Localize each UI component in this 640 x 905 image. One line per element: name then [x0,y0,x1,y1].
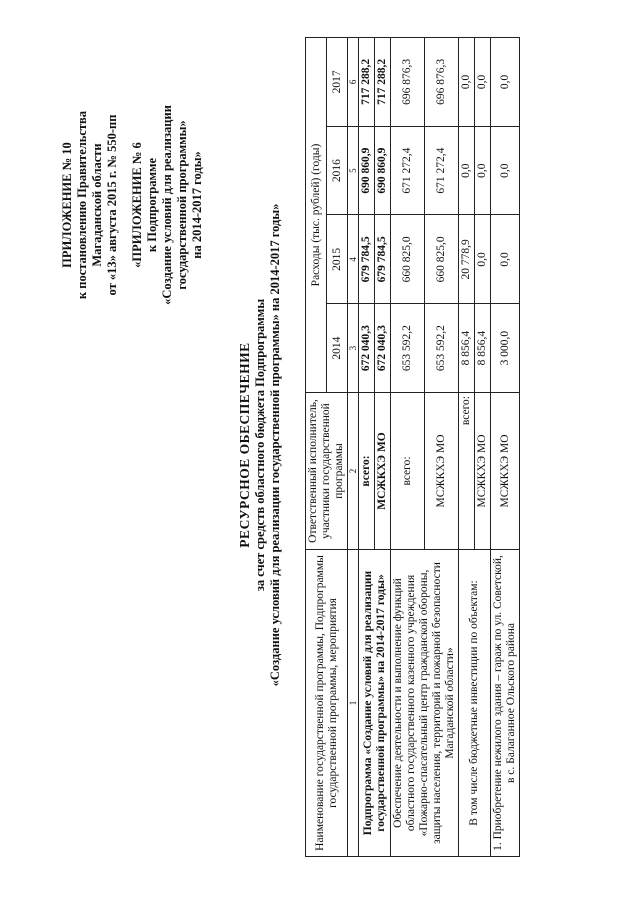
cell-2014: 672 040,3 [375,304,391,393]
header-year-2015: 2015 [327,215,348,304]
column-index: 5 [348,126,359,215]
cell-2016: 690 860,9 [375,126,391,215]
title-sub-2: «Создание условий для реализации государственной программы» на 2014-2017 годы» [268,203,282,687]
appendix6-years: на 2014-2017 годы» [190,151,204,259]
cell-2016: 690 860,9 [359,126,375,215]
cell-2015: 679 784,5 [375,215,391,304]
row-executor: МСЖКХЭ МО [491,393,520,550]
cell-2017: 696 876,3 [425,38,459,127]
table-row [391,38,425,857]
cell-2016: 671 272,4 [391,126,425,215]
row-executor: всего: [359,393,375,550]
row-name: Обеспечение деятельности и выполнение функций областного государственного казенного учреждения «Пожарно-спасательный центр гражданской обороны, защиты населения, территорий и пожарной безопасности Магаданской области» [391,550,459,857]
title-main: РЕСУРСНОЕ ОБЕСПЕЧЕНИЕ [237,342,252,548]
cell-2015: 660 825,0 [425,215,459,304]
appendix-date-line: от «13» августа 2015 г. № 550-пп [105,114,119,296]
cell-2014: 3 000,0 [491,304,520,393]
header-row-1 [306,38,327,857]
cell-2017: 0,0 [475,38,491,127]
cell-2017: 717 288,2 [375,38,391,127]
cell-2014: 653 592,2 [391,304,425,393]
appendix6-to-subprogram: к Подпрограмме [145,157,159,253]
appendix6-subprogram-name-2: государственной программы» [175,120,189,290]
cell-2016: 671 272,4 [425,126,459,215]
table-row [491,38,520,857]
header-year-2014: 2014 [327,304,348,393]
column-index: 6 [348,38,359,127]
title-sub-1: за счет средств областного бюджета Подпрограммы [253,298,267,592]
cell-2015: 0,0 [475,215,491,304]
row-executor: МСЖКХЭ МО [425,393,459,550]
cell-2015: 0,0 [491,215,520,304]
appendix-decree-line: к постановлению Правительства [75,110,89,300]
cell-2017: 0,0 [459,38,475,127]
cell-2014: 8 856,4 [475,304,491,393]
header-year-2017: 2017 [327,38,348,127]
cell-2016: 0,0 [491,126,520,215]
row-executor: всего: [459,393,475,550]
cell-2016: 0,0 [475,126,491,215]
cell-2017: 0,0 [491,38,520,127]
cell-2014: 672 040,3 [359,304,375,393]
row-executor: МСЖКХЭ МО [475,393,491,550]
cell-2017: 717 288,2 [359,38,375,127]
header-name: Наименование государственной программы, Подпрограммы государственной программы, мероприятия [306,550,348,857]
cell-2015: 660 825,0 [391,215,425,304]
column-index: 2 [348,393,359,550]
column-index: 3 [348,304,359,393]
appendix6-number: «ПРИЛОЖЕНИЕ № 6 [130,142,144,268]
table-row [459,38,475,857]
column-index-row [348,38,359,857]
cell-2015: 679 784,5 [359,215,375,304]
header-year-2016: 2016 [327,126,348,215]
row-executor: МСЖКХЭ МО [375,393,391,550]
row-name: Подпрограмма «Создание условий для реализации государственной программы» на 2014-2017 годы» [359,550,391,857]
appendix-header [60,35,205,375]
document-title [236,55,283,835]
column-index: 4 [348,215,359,304]
cell-2015: 20 778,9 [459,215,475,304]
cell-2014: 653 592,2 [425,304,459,393]
row-executor: всего: [391,393,425,550]
table-row [359,38,375,857]
appendix-number: ПРИЛОЖЕНИЕ № 10 [60,142,74,268]
cell-2017: 696 876,3 [391,38,425,127]
cell-2016: 0,0 [459,126,475,215]
resource-table [305,37,520,857]
column-index: 1 [348,550,359,857]
spacer [120,35,130,375]
header-executor: Ответственный исполнитель, участники государственной программы [306,393,348,550]
row-name: 1. Приобретение нежилого здания – гараж по ул. Советской, в с. Балаганное Ольского района [491,550,520,857]
header-expenses: Расходы (тыс. рублей) (годы) [306,38,327,393]
appendix-region-line: Магаданской области [90,143,104,267]
appendix6-subprogram-name-1: «Создание условий для реализации [160,105,174,305]
row-name: В том числе бюджетные инвестиции по объектам: [459,550,491,857]
cell-2014: 8 856,4 [459,304,475,393]
